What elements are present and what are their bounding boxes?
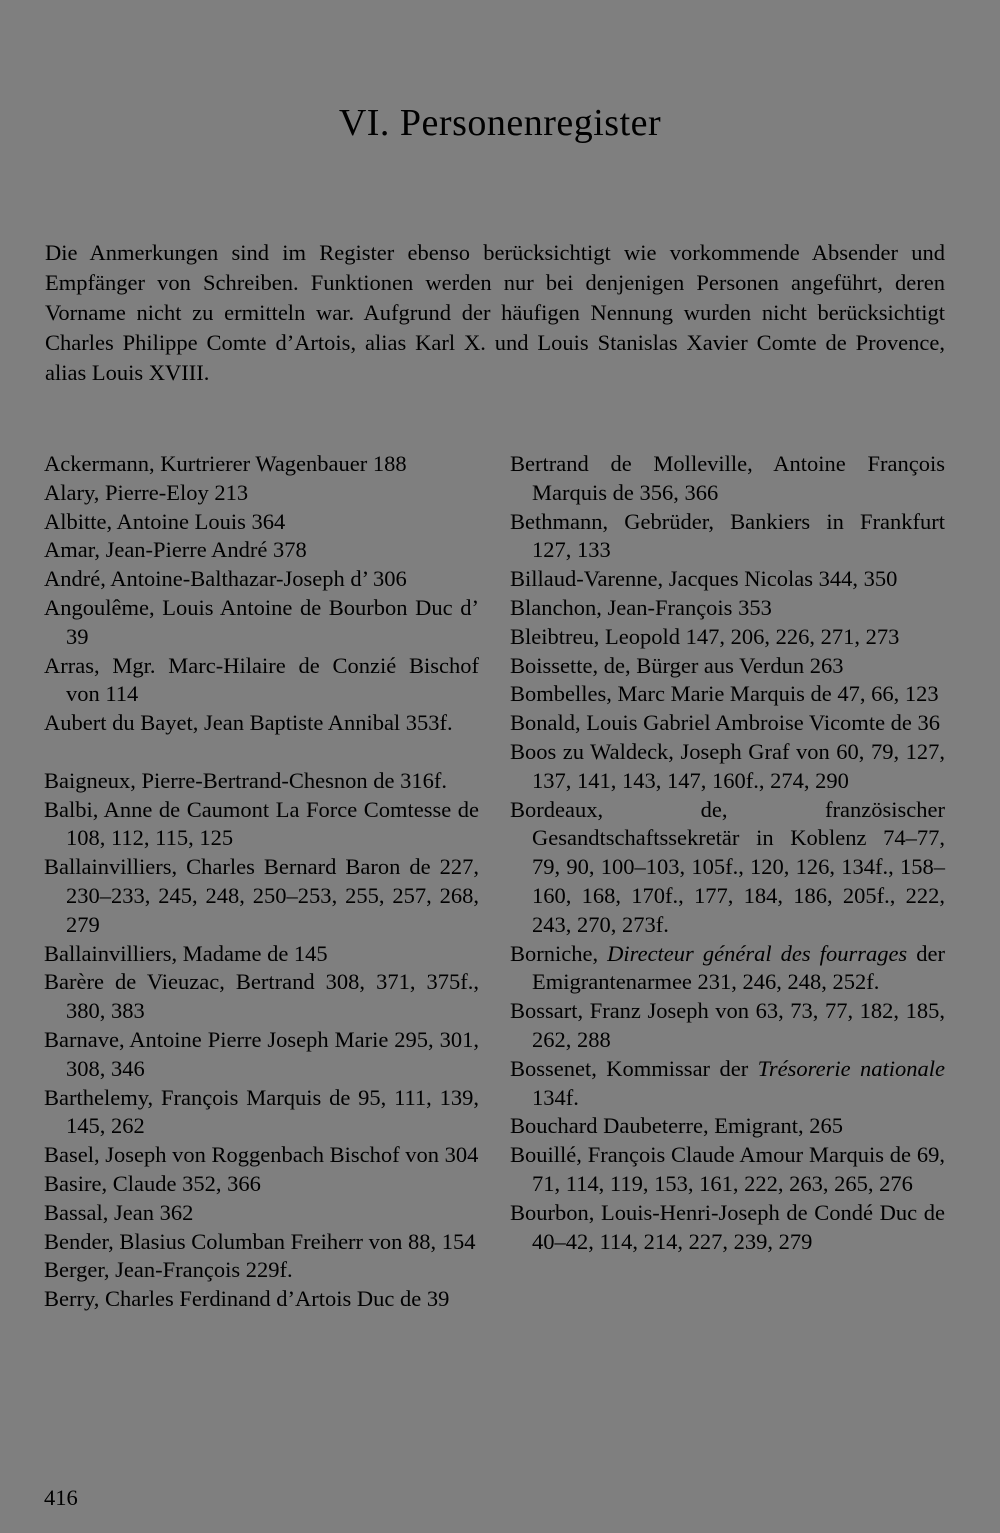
register-entry: Blanchon, Jean-François 353 [510, 594, 772, 620]
register-entry: Basel, Joseph von Roggenbach Bischof von 304 [44, 1142, 479, 1168]
register-entry: Barnave, Antoine Pierre Joseph Marie 295, 301, 308, 346 [44, 1026, 479, 1081]
register-entry: Arras, Mgr. Marc-Hilaire de Conzié Bischof von 114 [44, 652, 479, 707]
register-entry: Bender, Blasius Columban Freiherr von 88, 154 [44, 1228, 476, 1254]
register-entry: Boissette, de, Bürger aus Verdun 263 [510, 652, 844, 678]
register-entry: Amar, Jean-Pierre André 378 [44, 537, 307, 563]
entry-pages: 134f. [532, 1084, 579, 1110]
entry-function-italic: Trésorerie nationale [757, 1055, 946, 1081]
entry-function-italic: Directeur général des fourrages [607, 940, 908, 966]
register-entry: Bethmann, Gebrüder, Bankiers in Frankfurt 127, 133 [510, 508, 945, 563]
register-entry: Bossart, Franz Joseph von 63, 73, 77, 182, 185, 262, 288 [510, 998, 945, 1052]
register-entry: Boos zu Waldeck, Joseph Graf von 60, 79, 127, 137, 141, 143, 147, 160f., 274, 290 [510, 738, 945, 793]
register-entry: Ballainvilliers, Madame de 145 [44, 940, 328, 966]
register-entry: Aubert du Bayet, Jean Baptiste Annibal 353f. [44, 710, 453, 736]
register-column-right [510, 450, 945, 1256]
intro-paragraph: Die Anmerkungen sind im Register ebenso berücksichtigt wie vorkommende Absender und Empfänger von Schreiben. Funktionen werden nur bei denjenigen Personen angeführt, deren Vorname nicht zu ermitteln war. Aufgrund der häufigen Nennung wurden nicht berücksichtigt Charles Philippe Comte d’Artois, alias Karl X. und Louis Stanislas Xavier Comte de Provence, alias Louis XVIII. [45, 240, 945, 385]
register-entry: Bassal, Jean 362 [44, 1199, 194, 1225]
register-entry: Barère de Vieuzac, Bertrand 308, 371, 375f., 380, 383 [44, 969, 479, 1024]
entry-name: Bossenet, Kommissar der [510, 1055, 758, 1081]
register-entry: André, Antoine-Balthazar-Joseph d’ 306 [44, 566, 407, 592]
register-entry: Billaud-Varenne, Jacques Nicolas 344, 350 [510, 566, 898, 592]
register-entry: Bertrand de Molleville, Antoine François Marquis de 356, 366 [510, 451, 945, 505]
register-entry: Bourbon, Louis-Henri-Joseph de Condé Duc de 40–42, 114, 214, 227, 239, 279 [510, 1199, 945, 1254]
entry-pages: der Emigrantenarmee 231, 246, 248, 252f. [532, 940, 945, 995]
register-entry: Berger, Jean-François 229f. [44, 1257, 293, 1283]
register-entry: Bleibtreu, Leopold 147, 206, 226, 271, 273 [510, 623, 900, 649]
register-entry: Bombelles, Marc Marie Marquis de 47, 66, 123 [510, 681, 939, 707]
page-title: VI. Personenregister [338, 102, 662, 144]
register-entry: Barthelemy, François Marquis de 95, 111, 139, 145, 262 [44, 1084, 479, 1139]
register-entry: Bordeaux, de, französischer Gesandtschaftssekretär in Koblenz 74–77, 79, 90, 100–103, 105f., 120, 126, 134f., 158–160, 168, 170f., 177, 184, 186, 205f., 222, 243, 270, 273f. [510, 796, 945, 937]
entry-name: Borniche, [510, 940, 608, 966]
register-entry: Bouchard Daubeterre, Emigrant, 265 [510, 1113, 844, 1139]
register-entry: Ballainvilliers, Charles Bernard Baron de 227, 230–233, 245, 248, 250–253, 255, 257, 268, 279 [44, 854, 479, 937]
register-column-left [44, 450, 479, 1314]
register-entry: Basire, Claude 352, 366 [44, 1170, 261, 1196]
register-entry: Albitte, Antoine Louis 364 [44, 508, 286, 534]
register-entry [510, 940, 945, 998]
register-entry: Bouillé, François Claude Amour Marquis de 69, 71, 114, 119, 153, 161, 222, 263, 265, 276 [510, 1142, 945, 1196]
register-entry: Ackermann, Kurtrierer Wagenbauer 188 [44, 451, 407, 476]
register-entry: Balbi, Anne de Caumont La Force Comtesse de 108, 112, 115, 125 [44, 796, 479, 851]
page-number: 416 [44, 1485, 78, 1510]
register-entry: Alary, Pierre-Eloy 213 [44, 479, 249, 505]
register-entry: Baigneux, Pierre-Bertrand-Chesnon de 316f. [44, 767, 448, 793]
register-entry: Bonald, Louis Gabriel Ambroise Vicomte de 36 [510, 710, 941, 736]
register-entry [510, 1055, 945, 1113]
register-entry: Berry, Charles Ferdinand d’Artois Duc de 39 [44, 1286, 450, 1312]
register-entry: Angoulême, Louis Antoine de Bourbon Duc d’ 39 [44, 594, 479, 649]
